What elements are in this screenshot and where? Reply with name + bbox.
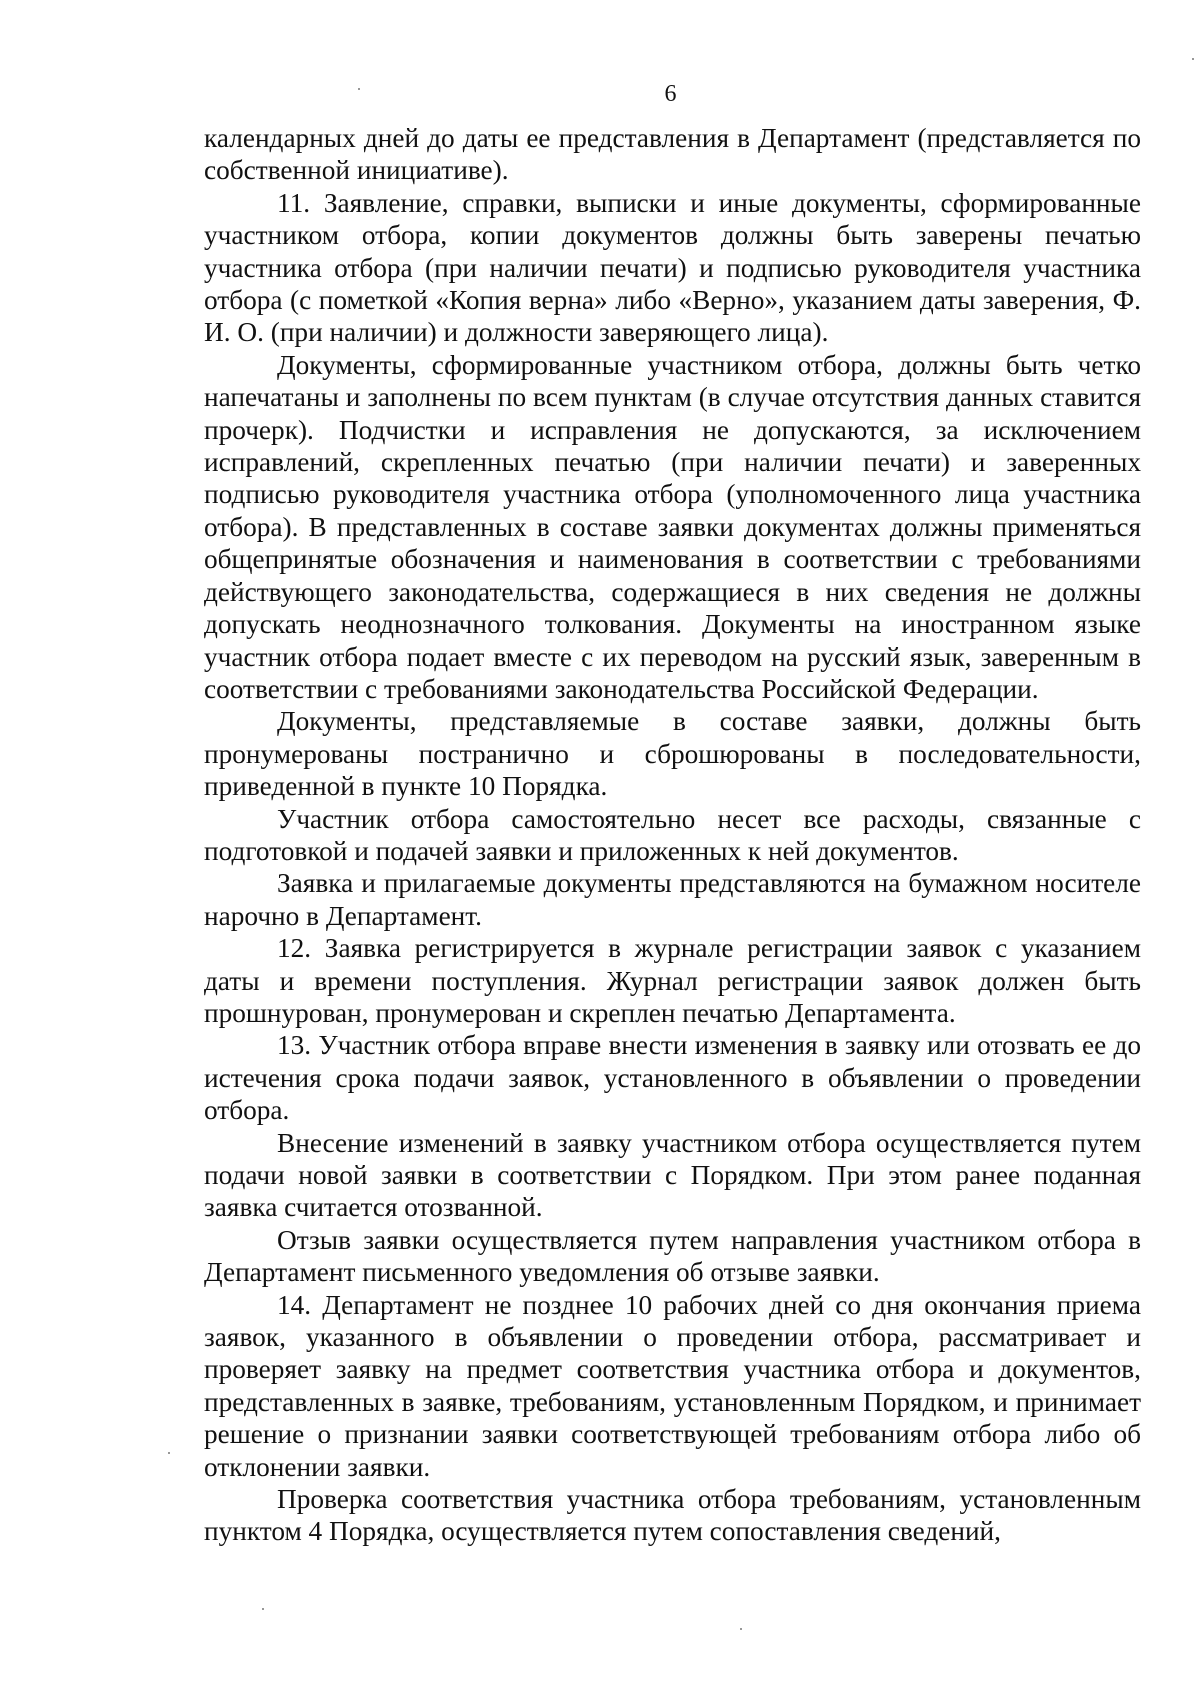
document-body: [204, 122, 1141, 1548]
scan-speck: [168, 1452, 170, 1454]
paragraph-clause-12: 12. Заявка регистрируется в журнале регистрации заявок с указанием даты и времени поступления. Журнал регистрации заявок должен быть прошнурован, пронумерован и скреплен печатью Департамента.: [204, 933, 1141, 1028]
paragraph-document-requirements: Документы, сформированные участником отбора, должны быть четко напечатаны и заполнены по всем пунктам (в случае отсутствия данных ставится прочерк). Подчистки и исправления не допускаются, за исключением исправлений, скрепленных печатью (при наличии печати) и заверенных подписью руководителя участника отбора (уполномоченного лица участника отбора). В представленных в составе заявки документах должны применяться общепринятые обозначения и наименования в соответствии с требованиями действующего законодательства, содержащиеся в них сведения не должны допускать неоднозначного толкования. Документы на иностранном языке участник отбора подает вместе с их переводом на русский язык, заверенным в соответствии с требованиями законодательства Российской Федерации.: [204, 349, 1141, 704]
scan-speck: [358, 88, 360, 90]
paragraph-verification: Проверка соответствия участника отбора требованиям, установленным пунктом 4 Порядка, осуществляется путем сопоставления сведений,: [204, 1484, 1141, 1547]
paragraph-submission: Заявка и прилагаемые документы представляются на бумажном носителе нарочно в Департамент.: [204, 868, 1141, 931]
scan-speck: [262, 1608, 264, 1610]
paragraph-continuation: календарных дней до даты ее представления в Департамент (представляется по собственной инициативе).: [204, 123, 1141, 186]
scan-speck: [1192, 58, 1194, 60]
paragraph-changes: Внесение изменений в заявку участником отбора осуществляется путем подачи новой заявки в соответствии с Порядком. При этом ранее поданная заявка считается отозванной.: [204, 1127, 1141, 1223]
paragraph-numbering: Документы, представляемые в составе заявки, должны быть пронумерованы постранично и сброшюрованы в последовательности, приведенной в пункте 10 Порядка.: [204, 706, 1141, 802]
paragraph-clause-13: 13. Участник отбора вправе внести изменения в заявку или отозвать ее до истечения срока подачи заявок, установленного в объявлении о проведении отбора.: [204, 1030, 1141, 1126]
paragraph-expenses: Участник отбора самостоятельно несет все расходы, связанные с подготовкой и подачей заявки и приложенных к ней документов.: [204, 803, 1141, 866]
paragraph-withdrawal: Отзыв заявки осуществляется путем направления участником отбора в Департамент письменного уведомления об отзыве заявки.: [204, 1224, 1141, 1288]
page-number: 6: [664, 81, 677, 107]
scan-speck: [740, 1628, 742, 1630]
paragraph-clause-11: 11. Заявление, справки, выписки и иные документы, сформированные участником отбора, копии документов должны быть заверены печатью участника отбора (при наличии печати) и подписью руководителя участника отбора (с пометкой «Копия верна» либо «Верно», указанием даты заверения, Ф. И. О. (при наличии) и должности заверяющего лица).: [204, 187, 1141, 348]
paragraph-clause-14: 14. Департамент не позднее 10 рабочих дней со дня окончания приема заявок, указанного в объявлении о проведении отбора, рассматривает и проверяет заявку на предмет соответствия участника отбора и документов, представленных в заявке, требованиям, установленным Порядком, и принимает решение о признании заявки соответствующей требованиям отбора либо об отклонении заявки.: [204, 1289, 1141, 1482]
